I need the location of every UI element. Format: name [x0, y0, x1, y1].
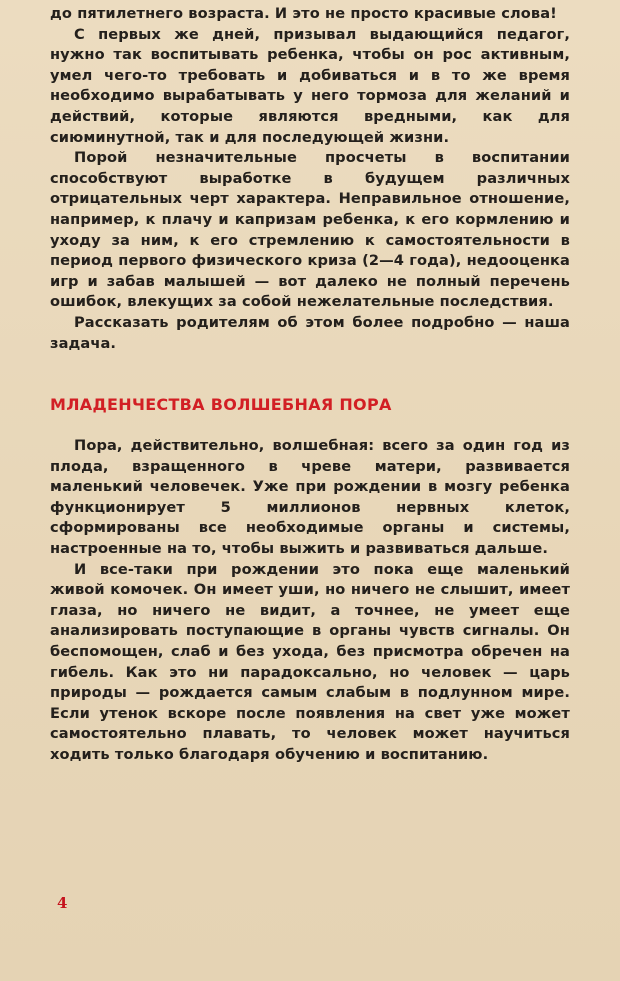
page-number: 4: [57, 894, 68, 912]
paragraph-intro-3: Порой незначительные просчеты в воспитании способствуют выработке в будущем различных отрицательных черт характера. Неправильное отношение, например, к плачу и капризам ребенка, к его кормлению и уходу за ним, к его стремлению к самостоятельности в период первого физического криза (2—4 года), недооценка игр и забав малышей — вот далеко не полный перечень ошибок, влекущих за собой нежелательные последствия.: [50, 149, 570, 311]
paragraph-section-2: И все-таки при рождении это пока еще маленький живой комочек. Он имеет уши, но ничего не слышит, имеет глаза, но ничего не видит, а точнее, не умеет еще анализировать поступающие в органы чувств сигналы. Он беспомощен, слаб и без ухода, без присмотра обречен на гибель. Как это ни парадоксально, но человек — царь природы — рождается самым слабым в подлунном мире. Если утенок вскоре после появления на свет уже может самостоятельно плавать, то человек может научиться ходить только благодаря обучению и воспитанию.: [50, 560, 570, 763]
paragraph-intro-1: до пятилетнего возраста. И это не просто красивые слова!: [50, 5, 557, 22]
paragraph-section-1: Пора, действительно, волшебная: всего за один год из плода, взращенного в чреве матери, развивается маленький человечек. Уже при рождении в мозгу ребенка функционирует 5 миллионов нервных клеток, сформированы все необходимые органы и системы, настроенные на то, чтобы выжить и развиваться дальше.: [50, 437, 570, 558]
paragraph-intro-4: Рассказать родителям об этом более подробно — наша задача.: [50, 313, 570, 352]
section-heading: МЛАДЕНЧЕСТВА ВОЛШЕБНАЯ ПОРА: [50, 395, 392, 415]
paragraph-intro-2: С первых же дней, призывал выдающийся педагог, нужно так воспитывать ребенка, чтобы он рос активным, умел чего-то требовать и добиваться и в то же время необходимо вырабатывать у него тормоза для желаний и действий, которые являются вредными, как для сиюминутной, так и для последующей жизни.: [50, 25, 570, 146]
